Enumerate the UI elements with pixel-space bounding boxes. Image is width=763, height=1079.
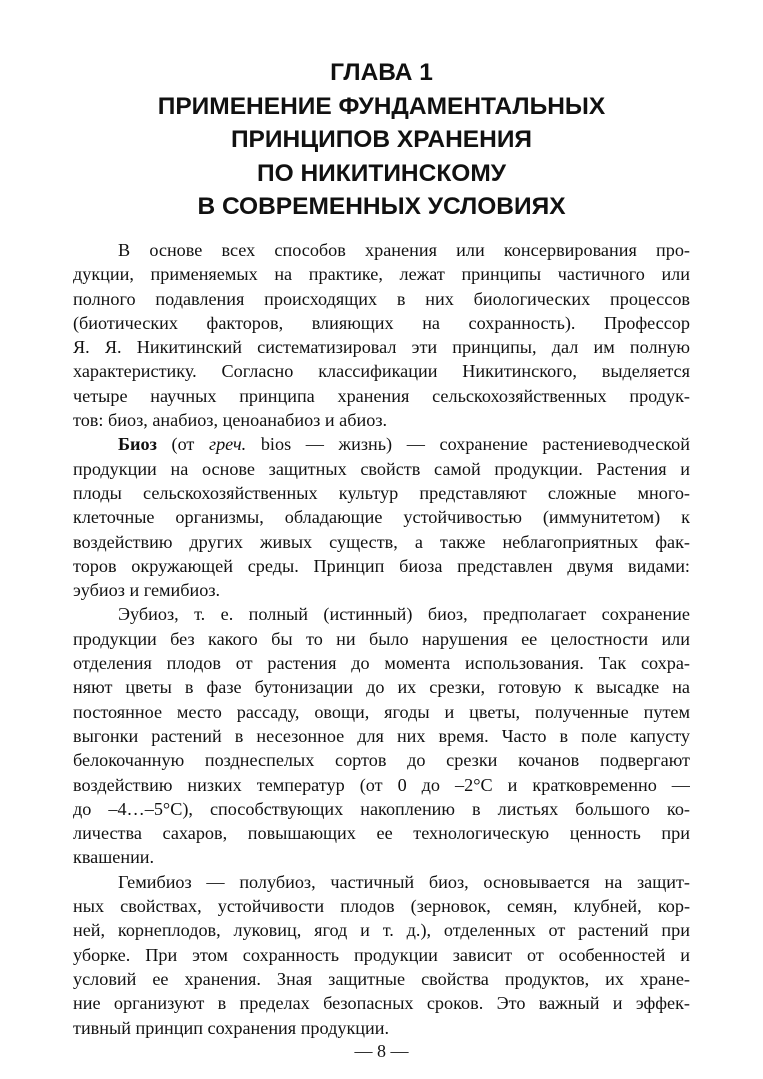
text-line: клеточные организмы, обладающие устойчивостью (иммунитетом) к: [73, 507, 690, 528]
text-fragment: bios — жизнь) — сохранение растениеводческой: [246, 434, 690, 455]
text-line: продукции на основе защитных свойств самой продукции. Растения и: [73, 458, 690, 479]
text-line: продукции без какого бы то ни было нарушения ее целостности или: [73, 628, 690, 649]
chapter-title-line: ПО НИКИТИНСКОМУ: [257, 159, 506, 187]
chapter-title-line: В СОВРЕМЕННЫХ УСЛОВИЯХ: [197, 193, 566, 220]
text-line: выгонки растений в несезонное для них время. Часто в поле капусту: [73, 725, 690, 746]
text-line: квашении.: [73, 847, 155, 868]
text-line: ней, корнеплодов, луковиц, ягод и т. д.), отделенных от растений при: [73, 920, 690, 941]
text-line: белокочанную позднеспелых сортов до срезки кочанов подвергают: [73, 750, 690, 771]
term-bioz: Биоз: [118, 434, 157, 455]
text-line: до –4…–5°С), способствующих накоплению в листьях большого ко-: [73, 798, 690, 819]
text-line: ние организуют в пределах безопасных сроков. Это важный и эффек-: [73, 993, 690, 1014]
text-line: ных свойствах, устойчивости плодов (зерновок, семян, клубней, кор-: [73, 896, 690, 917]
text-line: уборке. При этом сохранность продукции зависит от особенностей и: [73, 944, 690, 965]
chapter-title-line: ПРИНЦИПОВ ХРАНЕНИЯ: [230, 126, 533, 153]
text-line: В основе всех способов хранения или консервирования про-: [118, 240, 690, 260]
text-line: характеристику. Согласно классификации Никитинского, выделяется: [73, 361, 690, 382]
text-line: тов: биоз, анабиоз, ценоанабиоз и абиоз.: [73, 410, 388, 431]
text-line: воздействию низких температур (от 0 до –2°С и кратковременно —: [73, 774, 690, 795]
abbrev-greek: греч.: [208, 434, 247, 455]
text-line: Гемибиоз — полубиоз, частичный биоз, основывается на защит-: [118, 871, 690, 892]
chapter-title-line: ПРИМЕНЕНИЕ ФУНДАМЕНТАЛЬНЫХ: [157, 92, 606, 120]
text-line: эубиоз и гемибиоз.: [73, 580, 221, 601]
text-line: торов окружающей среды. Принцип биоза представлен двумя видами:: [73, 555, 690, 576]
text-line: постоянное место рассаду, овощи, ягоды и цветы, полученные путем: [73, 701, 690, 722]
text-line: личества сахаров, повышающих ее технологическую ценность при: [73, 823, 690, 844]
text-line: воздействию других живых существ, а также неблагоприятных фак-: [73, 531, 690, 552]
text-line: плоды сельскохозяйственных культур представляют сложные много-: [73, 482, 690, 503]
text-line: условий ее хранения. Зная защитные свойства продуктов, их хране-: [73, 968, 690, 989]
text-line: полного подавления происходящих в них биологических процессов: [73, 288, 690, 309]
text-line: Эубиоз, т. е. полный (истинный) биоз, предполагает сохранение: [118, 604, 690, 625]
text-line: дукции, применяемых на практике, лежат принципы частичного или: [73, 264, 690, 285]
text-fragment: (от: [156, 434, 209, 455]
text-line: [73, 432, 690, 456]
text-line: тивный принцип сохранения продукции.: [73, 1017, 390, 1038]
text-line: Я. Я. Никитинский систематизировал эти принципы, дал им полную: [73, 337, 690, 358]
chapter-number: ГЛАВА 1: [330, 59, 433, 86]
text-line: четыре научных принципа хранения сельскохозяйственных продук-: [73, 385, 690, 406]
body-text: [73, 238, 690, 1040]
chapter-heading: [0, 56, 763, 224]
text-line: (биотических факторов, влияющих на сохранность). Профессор: [73, 312, 690, 333]
text-line: отделения плодов от растения до момента использования. Так сохра-: [73, 653, 690, 674]
page-number: — 8 —: [354, 1041, 409, 1061]
text-line: няют цветы в фазе бутонизации до их срезки, готовую к высадке на: [73, 677, 690, 698]
